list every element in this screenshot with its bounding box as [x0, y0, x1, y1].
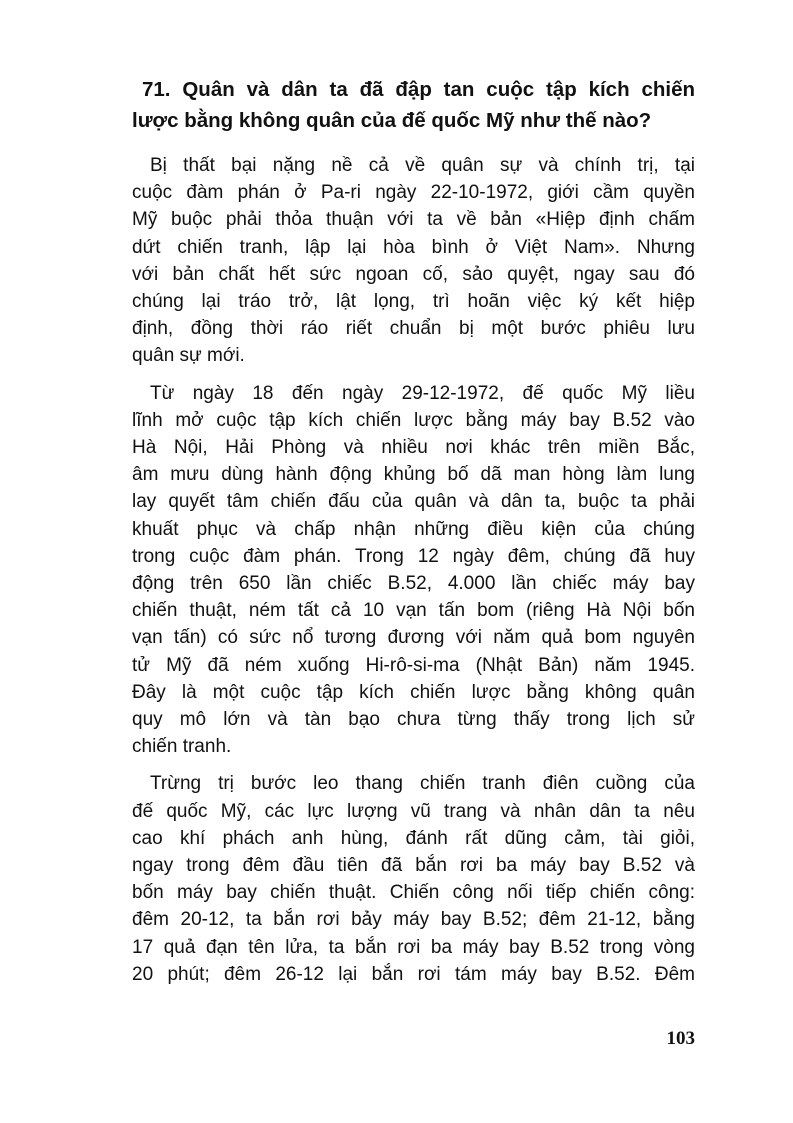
- text-line: đêm 20-12, ta bắn rơi bảy máy bay B.52; đêm 21-12, bằng: [132, 909, 695, 931]
- text-line: quân sự mới.: [132, 345, 245, 367]
- title-line: 71. Quân và dân ta đã đập tan cuộc tập kích chiến: [142, 78, 695, 101]
- paragraph-2: [132, 380, 695, 761]
- text-line: khuất phục và chấp nhận những điều kiện của chúng: [132, 518, 695, 540]
- text-line: 17 quả đạn tên lửa, ta bắn rơi ba máy bay B.52 trong vòng: [132, 936, 695, 958]
- paragraph-3: [132, 770, 695, 988]
- text-line: chiến thuật, ném tất cả 10 vạn tấn bom (riêng Hà Nội bốn: [132, 600, 695, 622]
- page-number: 103: [666, 1028, 695, 1049]
- text-line: ngay trong đêm đầu tiên đã bắn rơi ba máy bay B.52 và: [132, 855, 695, 877]
- page-body: [132, 74, 695, 988]
- text-line: cao khí phách anh hùng, đánh rất dũng cảm, tài giỏi,: [132, 827, 695, 849]
- question-title: [132, 74, 695, 136]
- text-line: tử Mỹ đã ném xuống Hi-rô-si-ma (Nhật Bản) năm 1945.: [132, 654, 695, 676]
- text-line: Từ ngày 18 đến ngày 29-12-1972, đế quốc Mỹ liều: [150, 382, 695, 404]
- text-line: quy mô lớn và tàn bạo chưa từng thấy trong lịch sử: [132, 709, 695, 731]
- text-line: 20 phút; đêm 26-12 lại bắn rơi tám máy bay B.52. Đêm: [132, 963, 695, 985]
- text-line: Đây là một cuộc tập kích chiến lược bằng không quân: [132, 681, 695, 703]
- text-line: cuộc đàm phán ở Pa-ri ngày 22-10-1972, giới cầm quyền: [132, 182, 695, 204]
- text-line: vạn tấn) có sức nổ tương đương với năm quả bom nguyên: [132, 627, 695, 649]
- text-line: chiến tranh.: [132, 736, 232, 758]
- text-line: Bị thất bại nặng nề cả về quân sự và chính trị, tại: [150, 155, 695, 176]
- text-line: trong cuộc đàm phán. Trong 12 ngày đêm, chúng đã huy: [132, 545, 695, 567]
- title-line: lược bằng không quân của đế quốc Mỹ như thế nào?: [132, 109, 652, 132]
- text-line: dứt chiến tranh, lập lại hòa bình ở Việt Nam». Nhưng: [132, 236, 695, 258]
- text-line: bốn máy bay chiến thuật. Chiến công nối tiếp chiến công:: [132, 882, 695, 904]
- text-line: chúng lại tráo trở, lật lọng, trì hoãn việc ký kết hiệp: [132, 291, 695, 313]
- paragraph-1: [132, 152, 695, 370]
- text-line: đế quốc Mỹ, các lực lượng vũ trang và nhân dân ta nêu: [132, 800, 695, 822]
- text-line: Mỹ buộc phải thỏa thuận với ta về bản «Hiệp định chấm: [132, 209, 695, 231]
- text-line: định, đồng thời ráo riết chuẩn bị một bước phiêu lưu: [132, 318, 695, 340]
- text-line: lĩnh mở cuộc tập kích chiến lược bằng máy bay B.52 vào: [132, 409, 695, 431]
- text-line: lay quyết tâm chiến đấu của quân và dân ta, buộc ta phải: [132, 491, 695, 513]
- text-line: với bản chất hết sức ngoan cố, sảo quyệt, ngay sau đó: [132, 263, 695, 285]
- text-line: âm mưu dùng hành động khủng bố dã man hòng làm lung: [132, 464, 695, 486]
- text-line: Hà Nội, Hải Phòng và nhiều nơi khác trên miền Bắc,: [132, 437, 695, 459]
- text-line: động trên 650 lần chiếc B.52, 4.000 lần chiếc máy bay: [132, 573, 695, 595]
- text-line: Trừng trị bước leo thang chiến tranh điên cuồng của: [150, 773, 695, 795]
